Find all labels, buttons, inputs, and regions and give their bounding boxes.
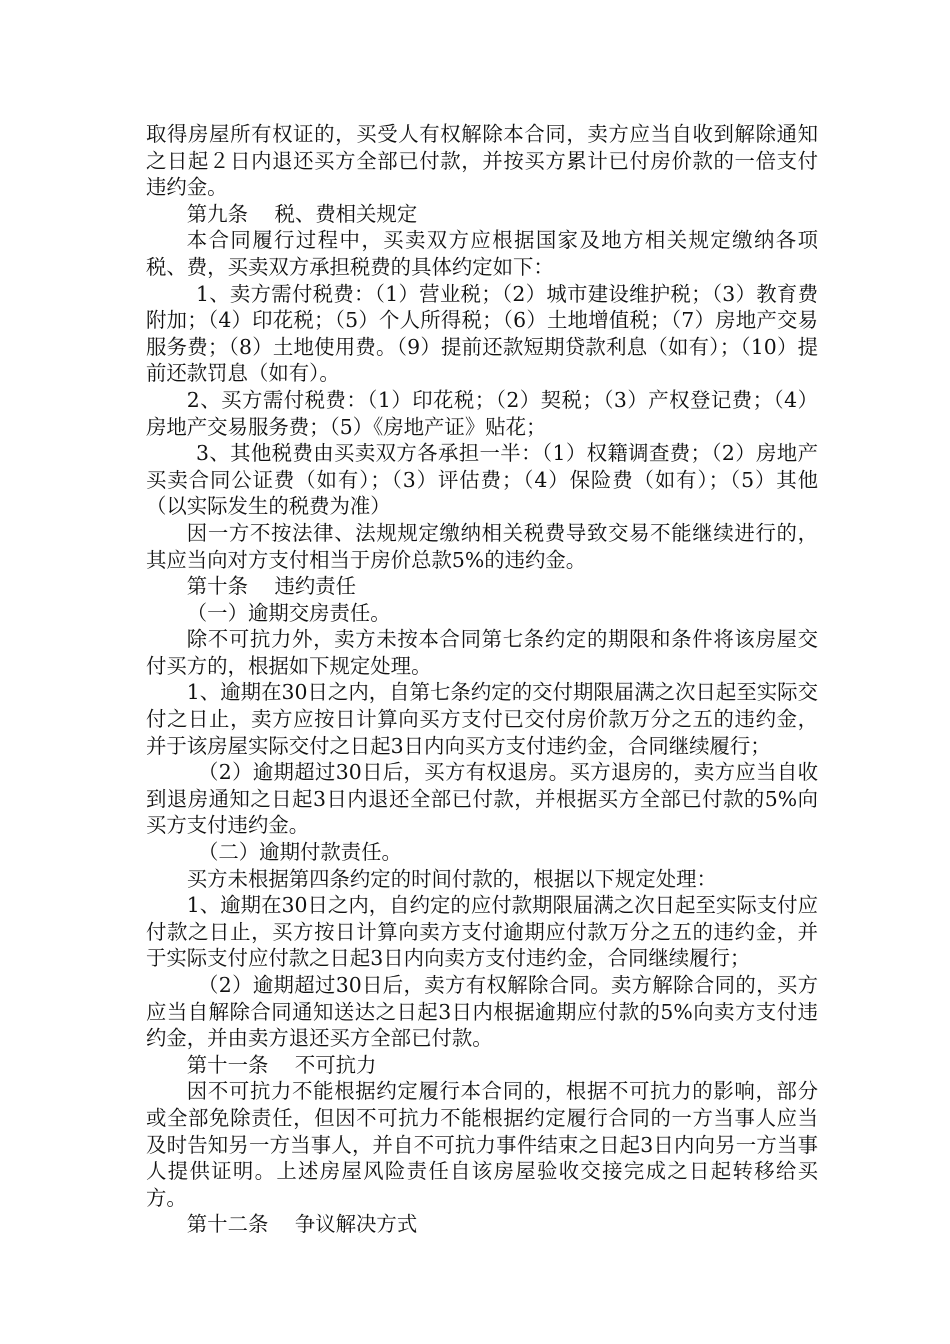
article-9-number: 第九条	[186, 201, 248, 226]
shared-taxes-paragraph: 3、其他税费由买卖双方各承担一半：（1）权籍调查费；（2）房地产买卖合同公证费（如有）；（3）评估费；（4）保险费（如有）；（5）其他（以实际发生的税费为准）	[146, 441, 818, 519]
article-11-title: 不可抗力	[294, 1052, 377, 1077]
article-10-number: 第十条	[186, 574, 248, 599]
seller-taxes-paragraph: 1、卖方需付税费：（1）营业税；（2）城市建设维护税；（3）教育费附加；（4）印花税；（5）个人所得税；（6）土地增值税；（7）房地产交易服务费；（8）土地使用费。（9）提前还款短期贷款利息（如有）；（10）提前还款罚息（如有）。	[146, 281, 818, 386]
late-payment-intro: 买方未根据第四条约定的时间付款的，根据以下规定处理：	[186, 866, 717, 891]
late-delivery-clause-1: 1、逾期在30日之内，自第七条约定的交付期限届满之次日起至实际交付之日止，卖方应按日计算向买方支付已交付房价款万分之五的违约金，并于该房屋实际交付之日起3日内向买方支付违约金，合同继续履行；	[146, 680, 818, 758]
tax-intro-paragraph: 本合同履行过程中，买卖双方应根据国家及地方相关规定缴纳各项税、费，买卖双方承担税费的具体约定如下：	[146, 228, 818, 279]
late-payment-clause-1: 1、逾期在30日之内，自约定的应付款期限届满之次日起至实际支付应付款之日止，买方按日计算向卖方支付逾期应付款万分之五的违约金，并于实际支付应付款之日起3日内向卖方支付违约金，合同继续履行；	[146, 893, 818, 971]
article-9-heading	[146, 201, 818, 228]
document-page	[146, 121, 818, 1238]
late-delivery-subheading: （一）逾期交房责任。	[186, 600, 391, 625]
article-11-number: 第十一条	[186, 1052, 269, 1077]
late-payment-clause-2: （2）逾期超过30日后，卖方有权解除合同。卖方解除合同的，买方应当自解除合同通知送达之日起3日内根据逾期应付款的5%向卖方支付违约金，并由卖方退还买方全部已付款。	[146, 973, 818, 1051]
article-11-heading	[146, 1052, 818, 1079]
late-delivery-intro: 除不可抗力外，卖方未按本合同第七条约定的期限和条件将该房屋交付买方的，根据如下规定处理。	[146, 627, 818, 678]
force-majeure-paragraph: 因不可抗力不能根据约定履行本合同的，根据不可抗力的影响，部分或全部免除责任，但因不可抗力不能根据约定履行合同的一方当事人应当及时告知另一方当事人，并自不可抗力事件结束之日起3日内向另一方当事人提供证明。上述房屋风险责任自该房屋验收交接完成之日起转移给买方。	[146, 1079, 818, 1210]
buyer-taxes-paragraph: 2、买方需付税费：（1）印花税；（2）契税；（3）产权登记费；（4）房地产交易服务费；（5）《房地产证》贴花；	[146, 387, 818, 439]
article-12-title: 争议解决方式	[294, 1212, 418, 1237]
late-payment-subheading: （二）逾期付款责任。	[198, 840, 402, 865]
article-12-heading	[146, 1211, 818, 1238]
tax-default-paragraph: 因一方不按法律、法规规定缴纳相关税费导致交易不能继续进行的，其应当向对方支付相当于房价总款5%的违约金。	[146, 520, 818, 572]
article-12-number: 第十二条	[186, 1212, 269, 1237]
article-10-title: 违约责任	[274, 574, 357, 599]
late-delivery-clause-2: （2）逾期超过30日后，买方有权退房。买方退房的，卖方应当自收到退房通知之日起3日内退还全部已付款，并根据买方全部已付款的5%向买方支付违约金。	[146, 760, 818, 838]
article-10-heading	[146, 573, 818, 600]
paragraph-continuation: 取得房屋所有权证的，买受人有权解除本合同，卖方应当自收到解除通知之日起２日内退还买方全部已付款，并按买方累计已付房价款的一倍支付违约金。	[146, 122, 818, 200]
article-9-title: 税、费相关规定	[274, 201, 418, 226]
